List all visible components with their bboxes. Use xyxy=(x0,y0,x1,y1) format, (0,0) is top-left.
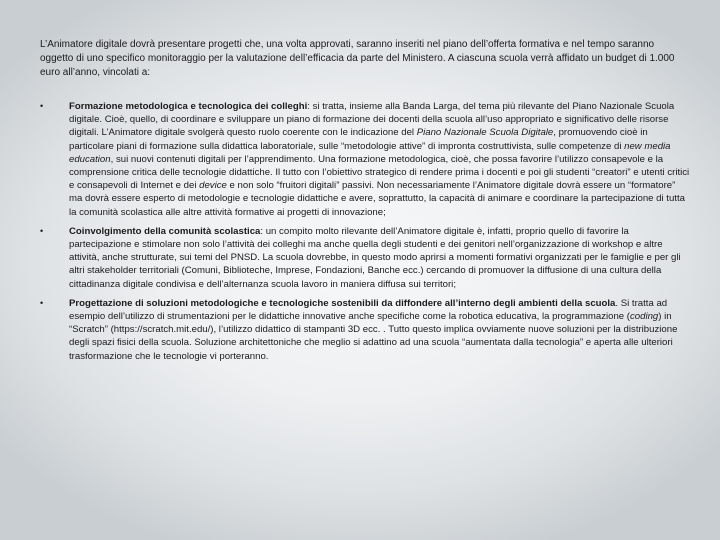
item-text: : un compito molto rilevante dell’Animatore digitale è, infatti, proprio quello di favorire la partecipazione e stimolare non solo l’attività dei colleghi ma anche quella degli studenti e dei genitori nell’organizzazione di workshop e altre attività, anche strutturate, sui temi del PNSD. La scuola dovrebbe, in questo modo aprirsi a momenti formativi organizzati per le famiglie e per gli altri stakeholder territoriali (Comuni, Biblioteche, Imprese, Fondazioni, Banche ecc.) cercando di promuover la diffusione di una cultura della cittadinanza digitale condivisa e dell’alternanza scuola lavoro in maniera diffusa sui territori; xyxy=(69,225,681,290)
intro-paragraph: L’Animatore digitale dovrà presentare progetti che, una volta approvati, saranno inseriti nel piano dell’offerta formativa e nel tempo saranno oggetto di uno specifico monitoraggio per la valutazione dell’efficacia da parte del Ministero. A ciascuna scuola verrà affidato un budget di 1.000 euro all’anno, vincolati a: xyxy=(40,39,675,78)
item-italic: coding xyxy=(630,311,659,323)
item-text: . Si tratta ad esempio dell’utilizzo di strumentazioni per le didattiche innovative anche specifiche come la robotica educativa, la programmazione ( xyxy=(69,297,668,323)
list-item-formazione xyxy=(40,100,690,219)
item-italic: Piano Nazionale Scuola Digitale xyxy=(416,127,554,139)
item-title: Formazione metodologica e tecnologica dei colleghi xyxy=(69,101,308,112)
item-text: , sui nuovi contenuti digitali per l’apprendimento. Una formazione metodologica, cioè, che possa favorire l’utilizzo consapevole e la comprensione critica delle tecnologie didattiche. Il tutto con l’obiettivo strategico di rendere prima i docenti e poi gli studenti “creatori” e utenti critici e consapevoli di Internet e dei xyxy=(69,153,690,192)
bullet-icon: • xyxy=(40,297,44,308)
item-text: , promuovendo cioè in particolare piani di formazione sulla didattica laboratoriale, sulle “metodologie attive” di impronta costruttivista, sulle competenze di xyxy=(69,127,648,152)
item-title: Coinvolgimento della comunità scolastica xyxy=(69,225,261,237)
bullet-icon: • xyxy=(40,225,44,236)
bullet-icon: • xyxy=(40,101,44,111)
item-text: ) in “Scratch” (https://scratch.mit.edu/), l’utilizzo didattico di stampanti 3D ecc. . Tutto questo implica ovviamente nuove soluzioni per la distribuzione degli spazi fisici della scuola. Soluzione architettoniche che meglio si adattino ad una scuola “aumentata dalla tecnologia” e aperta alle ulteriori trasformazione che le tecnologie vi porteranno. xyxy=(69,311,678,362)
list-item-coinvolgimento xyxy=(40,225,690,291)
list-item-progettazione xyxy=(40,297,690,363)
item-italic: new media education xyxy=(69,140,671,165)
item-italic: device xyxy=(199,180,227,192)
item-text: : si tratta, insieme alla Banda Larga, del tema più rilevante del Piano Nazionale Scuola digitale. Cioè, quello, di coordinare e sviluppare un piano di formazione dei docenti della scuola all’uso appropriato e significativo delle risorse digitali. L’Animatore digitale svolgerà questo ruolo coerente con le indicazione del xyxy=(69,101,675,139)
item-title: Progettazione di soluzioni metodologiche e tecnologiche sostenibili da diffondere all’interno degli ambienti della scuola xyxy=(69,297,616,309)
item-text: e non solo “fruitori digitali” passivi. Non necessariamente l’Animatore digitale dovrà essere un “formatore” ma dovrà essere esperto di metodologie e tecnologie didattiche e avere, soprattutto, la capacità di animare e coordinare la partecipazione di tutta la comunità scolastica alle altre attività formative ai progetti di innovazione; xyxy=(69,180,685,218)
bullet-list xyxy=(40,100,690,369)
